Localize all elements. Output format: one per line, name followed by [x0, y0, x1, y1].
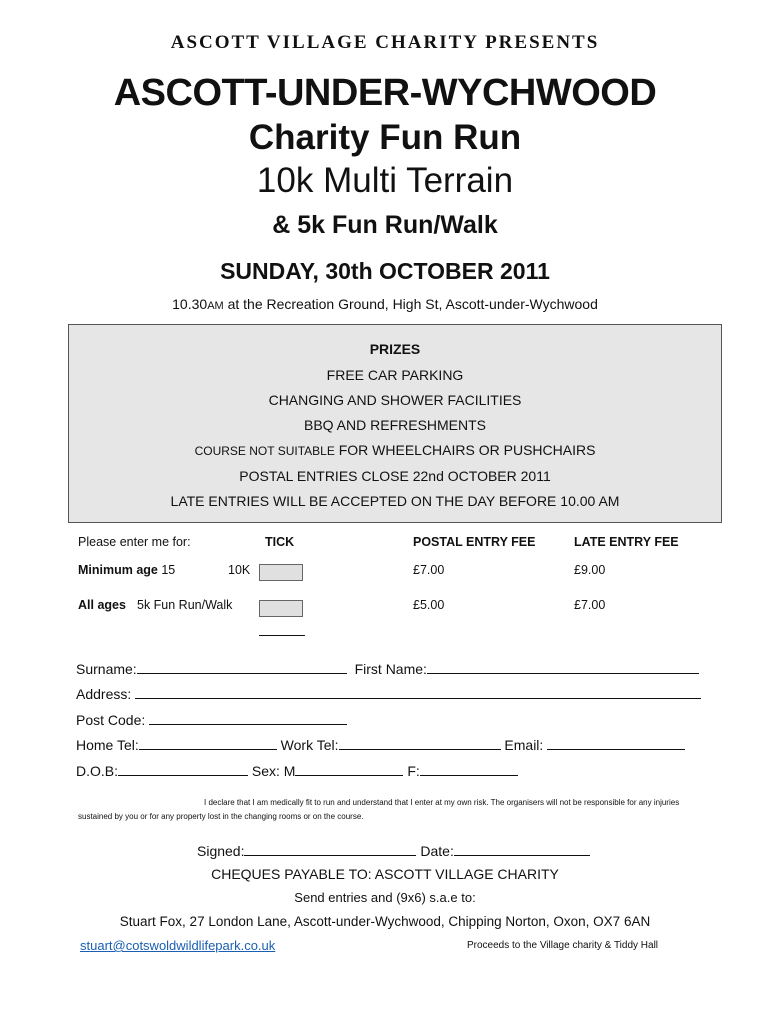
row-10k-event: 10K: [228, 563, 251, 577]
row-5k-postal-fee: £5.00: [413, 598, 445, 612]
event-date: SUNDAY, 30th OCTOBER 2011: [220, 258, 550, 284]
home-tel-field[interactable]: [139, 735, 277, 750]
surname-field[interactable]: [137, 659, 347, 674]
signed-field[interactable]: [244, 841, 416, 856]
surname-row: [76, 659, 699, 677]
sex-f-field[interactable]: [420, 761, 518, 776]
first-name-field[interactable]: [427, 659, 699, 674]
first-name-label: First Name:: [354, 661, 427, 677]
prize-item: CHANGING AND SHOWER FACILITIES: [268, 392, 522, 408]
prize-item: FREE CAR PARKING: [326, 367, 464, 383]
signed-label: Signed:: [197, 843, 245, 859]
email-label: Email:: [504, 737, 544, 753]
address-label: Address:: [76, 686, 132, 702]
tel-row: [76, 735, 685, 753]
work-tel-label: Work Tel:: [280, 737, 339, 753]
declaration-text: [78, 796, 698, 824]
sex-f-label: F:: [407, 763, 420, 779]
row-10k-postal-fee: £7.00: [413, 563, 445, 577]
post-code-field[interactable]: [149, 710, 347, 725]
tick-total-line: [259, 635, 305, 636]
proceeds-note: Proceeds to the Village charity & Tiddy Hall: [467, 940, 659, 951]
date-label: Date:: [420, 843, 454, 859]
prizes-box: [68, 324, 722, 523]
terrain-heading: 10k Multi Terrain: [256, 161, 514, 200]
dob-field[interactable]: [118, 761, 248, 776]
prize-item: BBQ AND REFRESHMENTS: [303, 417, 487, 433]
tick-box-5k[interactable]: [259, 600, 303, 617]
col-late-fee: LATE ENTRY FEE: [574, 535, 679, 549]
row-10k-age: [78, 563, 175, 577]
course-note-rest: FOR WHEELCHAIRS OR PUSHCHAIRS: [334, 442, 596, 458]
work-tel-field[interactable]: [339, 735, 501, 750]
sex-m-field[interactable]: [295, 761, 403, 776]
venue-time: 10.30: [172, 296, 208, 312]
presents-heading: ASCOTT VILLAGE CHARITY PRESENTS: [170, 32, 600, 53]
postal-address: Stuart Fox, 27 London Lane, Ascott-under-Wychwood, Chipping Norton, Oxon, OX7 6AN: [119, 914, 651, 929]
venue-text: at the Recreation Ground, High St, Ascott-under-Wychwood: [223, 296, 598, 312]
row-5k-late-fee: £7.00: [574, 598, 606, 612]
home-tel-label: Home Tel:: [76, 737, 139, 753]
col-postal-fee: POSTAL ENTRY FEE: [413, 535, 536, 549]
age-rest: 15: [157, 563, 176, 577]
sex-m-label: Sex: M: [251, 763, 296, 779]
surname-label: Surname:: [76, 661, 137, 677]
address-field[interactable]: [135, 684, 701, 699]
prizes-heading: PRIZES: [369, 341, 421, 357]
dob-label: D.O.B:: [76, 763, 119, 779]
contact-email-link[interactable]: stuart@cotswoldwildlifepark.co.uk: [80, 938, 276, 953]
post-code-row: [76, 710, 347, 728]
col-tick: TICK: [265, 535, 295, 549]
event-subtitle: Charity Fun Run: [248, 118, 522, 157]
late-entries-note: LATE ENTRIES WILL BE ACCEPTED ON THE DAY BEFORE 10.00 AM: [170, 493, 620, 509]
dob-row: [76, 761, 518, 779]
venue-am: AM: [207, 300, 224, 312]
signature-row: [197, 841, 590, 859]
post-code-label: Post Code:: [76, 712, 146, 728]
enter-label: Please enter me for:: [78, 535, 191, 549]
course-note: [69, 442, 721, 458]
course-note-small: COURSE NOT SUITABLE: [194, 444, 335, 458]
row-5k-age: All ages: [78, 598, 126, 612]
address-row: [76, 684, 701, 702]
cheques-payable: CHEQUES PAYABLE TO: ASCOTT VILLAGE CHARITY: [211, 866, 559, 882]
age-bold: Minimum age: [78, 563, 158, 577]
venue-line: [0, 296, 770, 312]
postal-close-note: POSTAL ENTRIES CLOSE 22nd OCTOBER 2011: [239, 468, 551, 484]
date-field[interactable]: [454, 841, 590, 856]
email-field[interactable]: [547, 735, 685, 750]
row-10k-late-fee: £9.00: [574, 563, 606, 577]
row-5k-event: 5k Fun Run/Walk: [137, 598, 233, 612]
fun-walk-heading: & 5k Fun Run/Walk: [272, 211, 498, 239]
send-entries: Send entries and (9x6) s.a.e to:: [294, 890, 476, 905]
tick-box-10k[interactable]: [259, 564, 303, 581]
declaration-body: I declare that I am medically fit to run and understand that I enter at my own risk. The organisers will not be responsible for any injuries sustained by you or for any property lost in the changing rooms or on the course.: [78, 798, 680, 821]
event-title: ASCOTT-UNDER-WYCHWOOD: [113, 72, 657, 114]
